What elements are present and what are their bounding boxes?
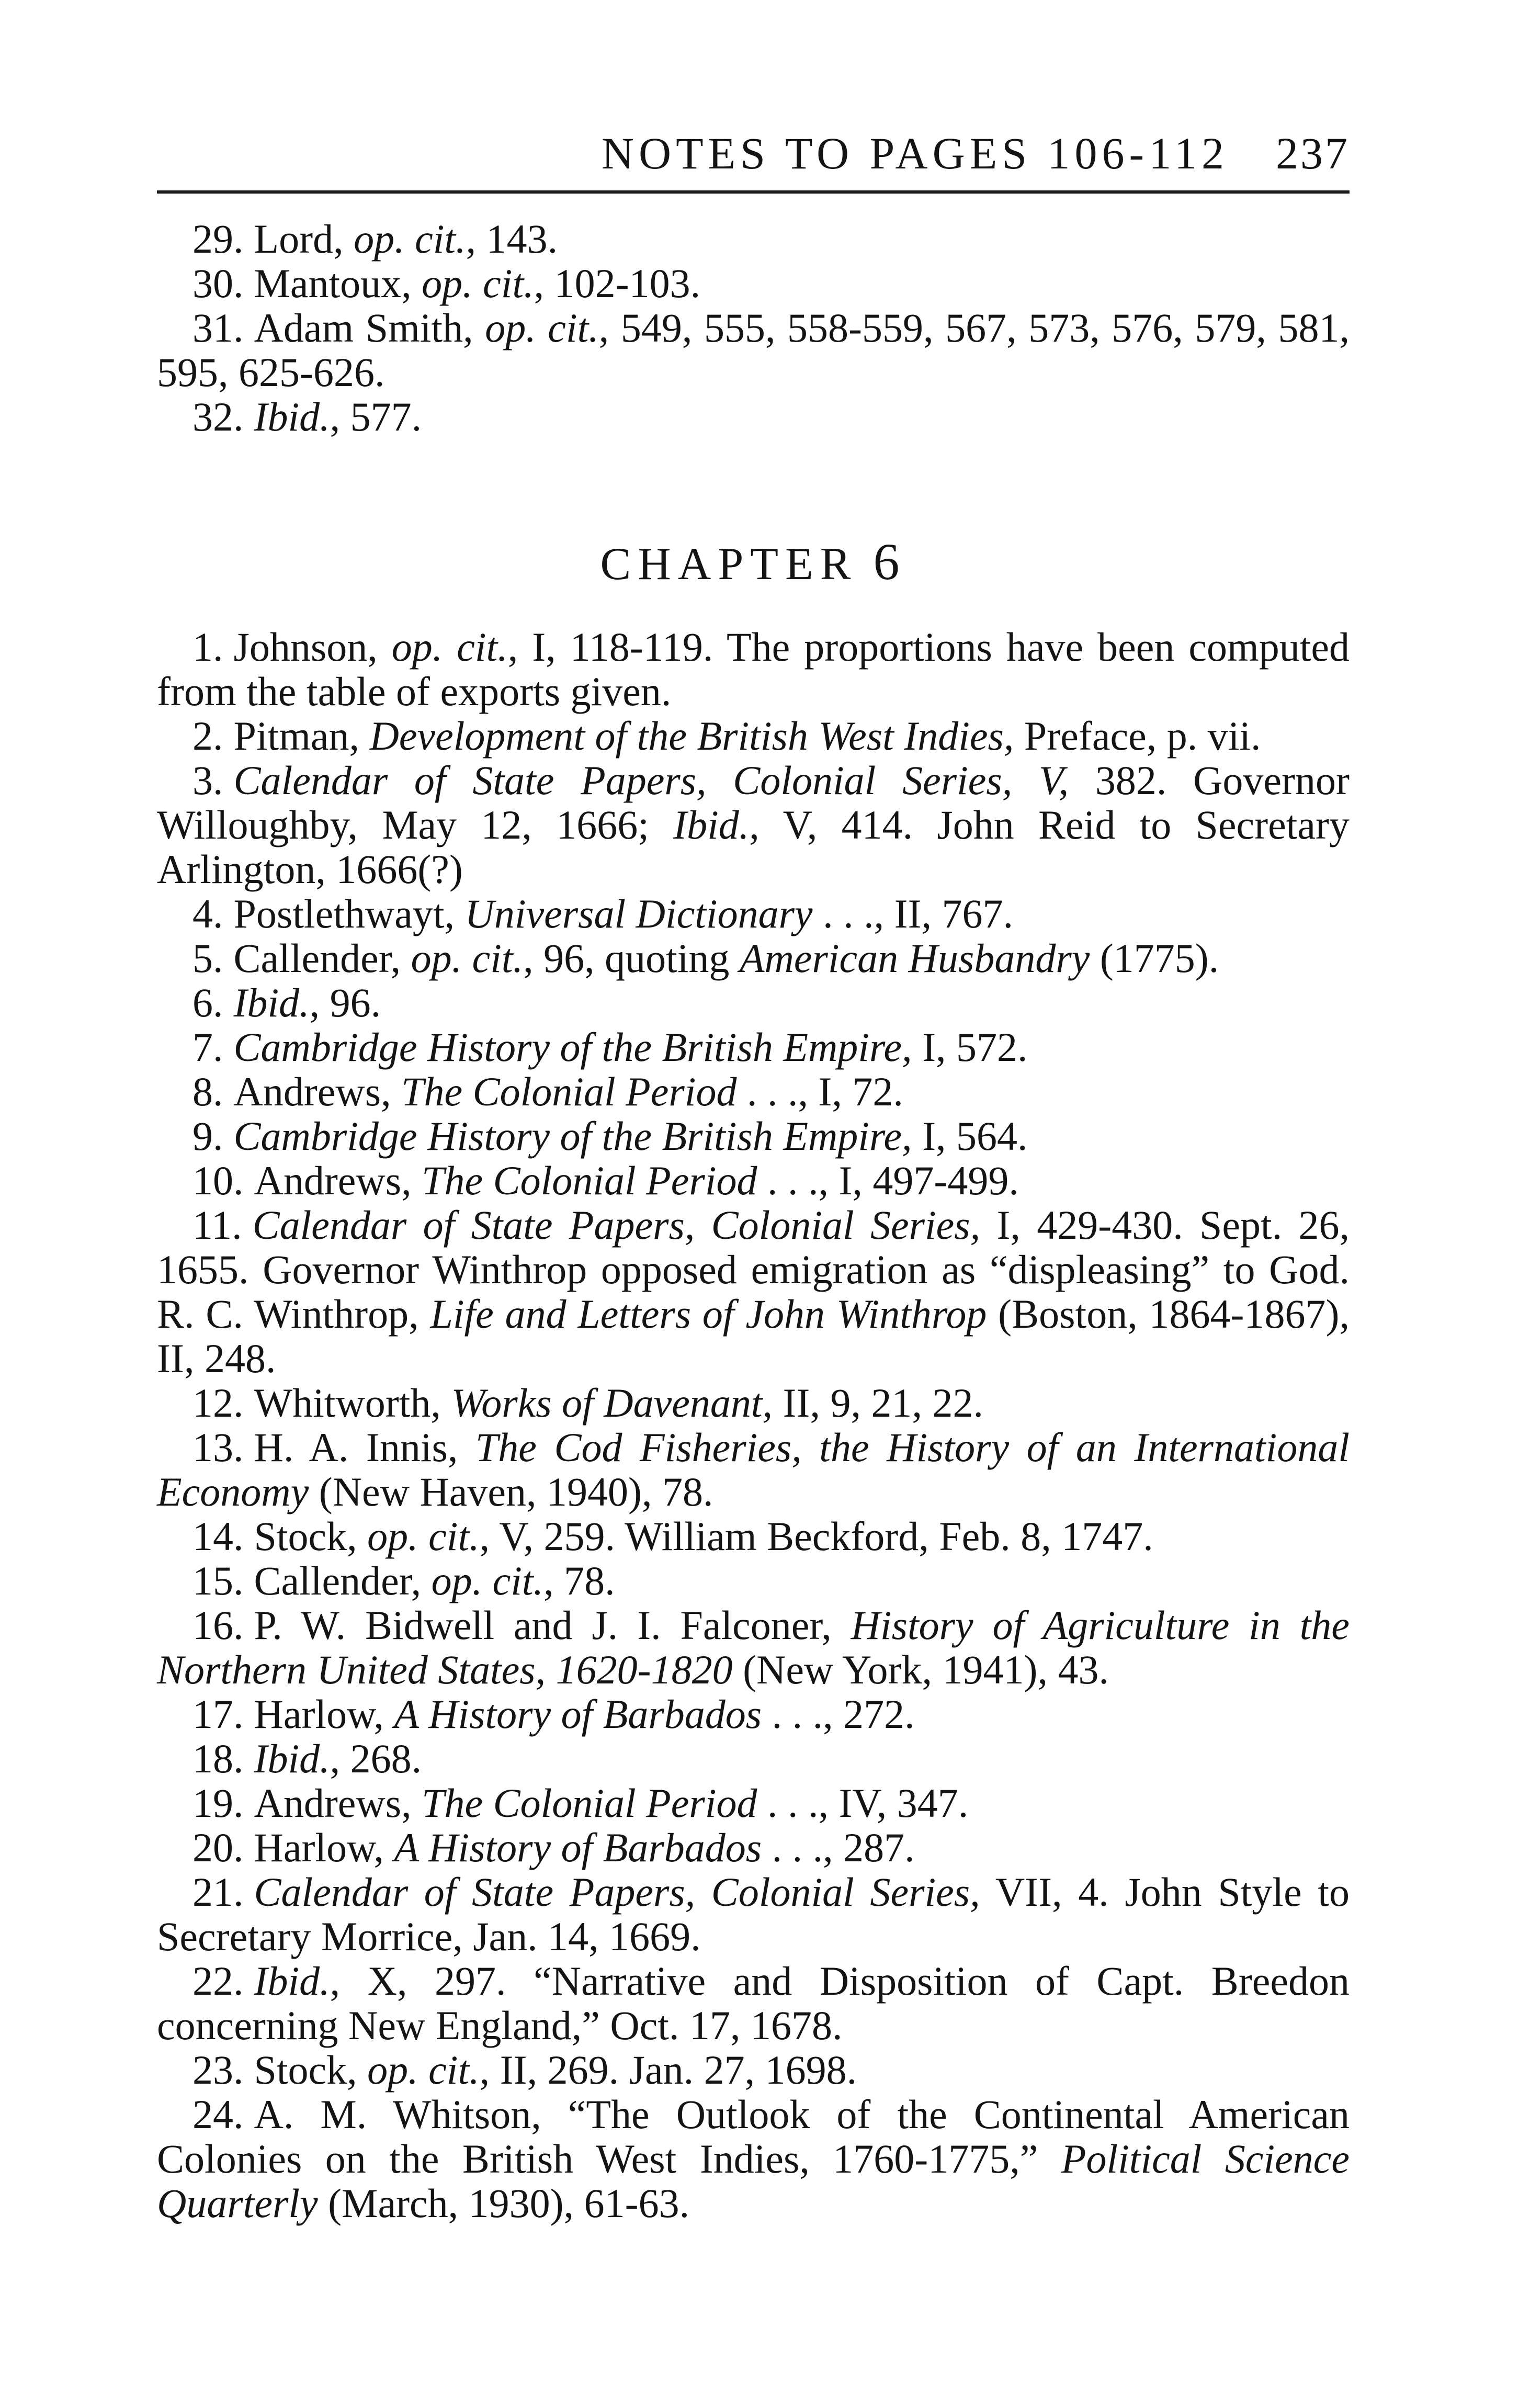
chapter-number: 6: [873, 533, 906, 591]
endnote-number: 19.: [192, 1780, 244, 1826]
endnote-text: A. M. Whitson, “The Outlook of the Continental American Colonies on the British West Indies, 1760-1775,”: [157, 2092, 1350, 2181]
endnote: [157, 2092, 1350, 2225]
endnote-italic-text: op. cit.: [367, 2047, 480, 2093]
endnote-text: . . ., IV, 347.: [757, 1780, 969, 1826]
endnote-text: , 96, quoting: [523, 935, 740, 981]
endnote-text: , 268.: [330, 1736, 422, 1781]
endnote: [157, 1781, 1350, 1825]
endnote: [157, 1870, 1350, 1959]
endnote-text: , X, 297. “Narrative and Disposition of Capt. Breedon concerning New England,” Oct. 17, 1678.: [157, 1958, 1350, 2048]
endnote-number: 32.: [192, 394, 244, 439]
endnote: [157, 1203, 1350, 1381]
endnote-number: 29.: [192, 216, 244, 262]
endnote-number: 21.: [192, 1869, 244, 1915]
endnote-number: 15.: [192, 1558, 244, 1603]
endnote-number: 8.: [192, 1069, 223, 1114]
endnote-text: Postlethwayt,: [233, 891, 465, 936]
endnote-text: Lord,: [254, 216, 354, 262]
endnote-italic-text: op. cit.: [354, 216, 466, 262]
endnote-text: P. W. Bidwell and J. I. Falconer,: [254, 1602, 851, 1648]
endnote-text: I, 564.: [912, 1113, 1028, 1159]
running-head-title: NOTES TO PAGES 106-112: [601, 128, 1229, 178]
endnote-italic-text: Ibid.: [254, 1958, 330, 2004]
endnote-text: , 78.: [543, 1558, 615, 1603]
endnote: [157, 980, 1350, 1025]
endnote-text: , 143.: [466, 216, 558, 262]
notes-list-previous-chapter: [157, 217, 1350, 439]
endnote-italic-text: Calendar of State Papers, Colonial Series,: [252, 1202, 981, 1248]
endnote-text: Andrews,: [254, 1780, 422, 1826]
endnote: [157, 261, 1350, 306]
endnote: [157, 1025, 1350, 1069]
endnote-italic-text: op. cit.: [431, 1558, 544, 1603]
endnote: [157, 2048, 1350, 2092]
endnote: [157, 1158, 1350, 1203]
endnote-text: Mantoux,: [254, 261, 422, 306]
endnote: [157, 1514, 1350, 1558]
endnote-text: , 96.: [309, 980, 381, 1025]
endnote-number: 2.: [192, 713, 223, 759]
endnote-italic-text: Ibid.: [233, 980, 310, 1025]
endnote-text: 382. Governor Willoughby, May 12, 1666;: [157, 758, 1350, 847]
endnote: [157, 714, 1350, 758]
endnote-number: 18.: [192, 1736, 244, 1781]
endnote: [157, 936, 1350, 980]
endnote-text: , 577.: [330, 394, 422, 439]
endnote-text: I, 429-430. Sept. 26, 1655. Governor Winthrop opposed emigration as “displeasing” to God. R. C. Winthrop,: [157, 1202, 1350, 1337]
endnote-text: Pitman,: [233, 713, 370, 759]
endnote-number: 10.: [192, 1158, 244, 1203]
endnote-text: Andrews,: [233, 1069, 402, 1114]
endnote-italic-text: Life and Letters of John Winthrop: [430, 1291, 987, 1337]
endnote-italic-text: Political Science Quarterly: [157, 2136, 1350, 2226]
endnote: [157, 1692, 1350, 1736]
endnote-text: Callender,: [233, 935, 411, 981]
endnote-text: VII, 4. John Style to Secretary Morrice, Jan. 14, 1669.: [157, 1869, 1350, 1959]
endnote-italic-text: The Colonial Period: [401, 1069, 737, 1114]
endnote-number: 5.: [192, 935, 223, 981]
endnote-italic-text: Ibid.: [254, 1736, 330, 1781]
endnote-italic-text: History of Agriculture in the Northern United States, 1620-1820: [157, 1602, 1350, 1692]
endnote: [157, 306, 1350, 394]
endnote-number: 3.: [192, 758, 223, 803]
endnote: [157, 1114, 1350, 1158]
chapter-heading: [157, 533, 1350, 591]
endnote: [157, 394, 1350, 439]
endnote: [157, 758, 1350, 891]
endnote-number: 4.: [192, 891, 223, 936]
endnote-italic-text: op. cit.: [367, 1513, 480, 1559]
endnote: [157, 1425, 1350, 1514]
endnote-text: II, 9, 21, 22.: [773, 1380, 983, 1426]
endnote-italic-text: Universal Dictionary: [464, 891, 813, 936]
endnote-text: Adam Smith,: [254, 305, 485, 351]
endnote-italic-text: The Colonial Period: [422, 1780, 757, 1826]
endnote-text: Johnson,: [233, 624, 392, 670]
book-page: [157, 128, 1350, 2226]
endnote: [157, 891, 1350, 936]
endnote-number: 12.: [192, 1380, 244, 1426]
endnote-text: Stock,: [254, 1513, 368, 1559]
endnote-number: 17.: [192, 1691, 244, 1737]
endnote-number: 24.: [192, 2092, 244, 2137]
endnote-text: Stock,: [254, 2047, 368, 2093]
running-head: [157, 128, 1350, 194]
endnote-text: , 549, 555, 558-559, 567, 573, 576, 579, 581, 595, 625-626.: [157, 305, 1350, 395]
endnote: [157, 625, 1350, 714]
page-number: 237: [1276, 128, 1350, 178]
endnote-number: 22.: [192, 1958, 244, 2004]
endnote-italic-text: A History of Barbados: [394, 1825, 762, 1870]
chapter-label: CHAPTER: [600, 539, 858, 590]
endnote: [157, 1736, 1350, 1781]
endnote-text: (New Haven, 1940), 78.: [309, 1469, 713, 1514]
endnote-text: , V, 414. John Reid to Secretary Arlington, 1666(?): [157, 802, 1350, 892]
endnote-italic-text: The Colonial Period: [422, 1158, 757, 1203]
endnote-text: . . ., I, 72.: [736, 1069, 903, 1114]
endnote-number: 20.: [192, 1825, 244, 1870]
endnote-italic-text: A History of Barbados: [394, 1691, 762, 1737]
endnote-number: 9.: [192, 1113, 223, 1159]
endnote-text: Whitworth,: [254, 1380, 451, 1426]
endnote-italic-text: Works of Davenant,: [451, 1380, 773, 1426]
endnote-italic-text: op. cit.: [391, 624, 508, 670]
endnote-text: Andrews,: [254, 1158, 422, 1203]
endnote-number: 14.: [192, 1513, 244, 1559]
endnote: [157, 217, 1350, 261]
endnote-italic-text: Ibid.: [673, 802, 750, 847]
endnote-text: H. A. Innis,: [254, 1425, 475, 1470]
endnote-text: , 102-103.: [534, 261, 701, 306]
endnote: [157, 1603, 1350, 1692]
endnote-text: . . ., 287.: [762, 1825, 915, 1870]
endnote-number: 23.: [192, 2047, 244, 2093]
endnote-number: 6.: [192, 980, 223, 1025]
endnote-text: Harlow,: [254, 1825, 394, 1870]
endnote-italic-text: Cambridge History of the British Empire,: [233, 1113, 912, 1159]
endnote-italic-text: Calendar of State Papers, Colonial Series,: [254, 1869, 980, 1915]
endnote-italic-text: American Husbandry: [739, 935, 1090, 981]
endnote-number: 30.: [192, 261, 244, 306]
endnote: [157, 1381, 1350, 1425]
endnote-italic-text: The Cod Fisheries, the History of an International Economy: [157, 1425, 1350, 1514]
endnote: [157, 1825, 1350, 1870]
endnote: [157, 1959, 1350, 2048]
endnote-italic-text: op. cit.: [411, 935, 524, 981]
endnote-text: I, 572.: [912, 1024, 1028, 1070]
endnote-italic-text: op. cit.: [485, 305, 599, 351]
endnote-italic-text: Calendar of State Papers, Colonial Series, V,: [233, 758, 1069, 803]
endnote-text: (Boston, 1864-1867), II, 248.: [157, 1291, 1350, 1381]
endnote-text: . . ., II, 767.: [812, 891, 1014, 936]
endnote-text: (New York, 1941), 43.: [732, 1647, 1109, 1692]
endnote-text: (1775).: [1090, 935, 1219, 981]
endnote-number: 16.: [192, 1602, 244, 1648]
endnote-number: 11.: [192, 1202, 242, 1248]
endnote-text: , II, 269. Jan. 27, 1698.: [479, 2047, 857, 2093]
endnote-text: (March, 1930), 61-63.: [318, 2180, 690, 2226]
endnote-number: 13.: [192, 1425, 244, 1470]
endnote-italic-text: Development of the British West Indies,: [369, 713, 1014, 759]
endnote-text: . . ., I, 497-499.: [757, 1158, 1019, 1203]
endnote: [157, 1558, 1350, 1603]
endnote-text: Harlow,: [254, 1691, 394, 1737]
endnote-text: , V, 259. William Beckford, Feb. 8, 1747.: [479, 1513, 1153, 1559]
endnote-italic-text: Ibid.: [254, 394, 330, 439]
endnote-text: . . ., 272.: [762, 1691, 915, 1737]
endnote-italic-text: Cambridge History of the British Empire,: [233, 1024, 912, 1070]
endnote-text: Preface, p. vii.: [1014, 713, 1261, 759]
endnote-number: 7.: [192, 1024, 223, 1070]
endnote-text: Callender,: [254, 1558, 432, 1603]
endnote-italic-text: op. cit.: [422, 261, 534, 306]
endnote: [157, 1069, 1350, 1114]
endnote-text: , I, 118-119. The proportions have been computed from the table of exports given.: [157, 624, 1350, 714]
endnote-number: 1.: [192, 624, 223, 670]
notes-list-chapter-6: [157, 625, 1350, 2225]
endnote-number: 31.: [192, 305, 244, 351]
